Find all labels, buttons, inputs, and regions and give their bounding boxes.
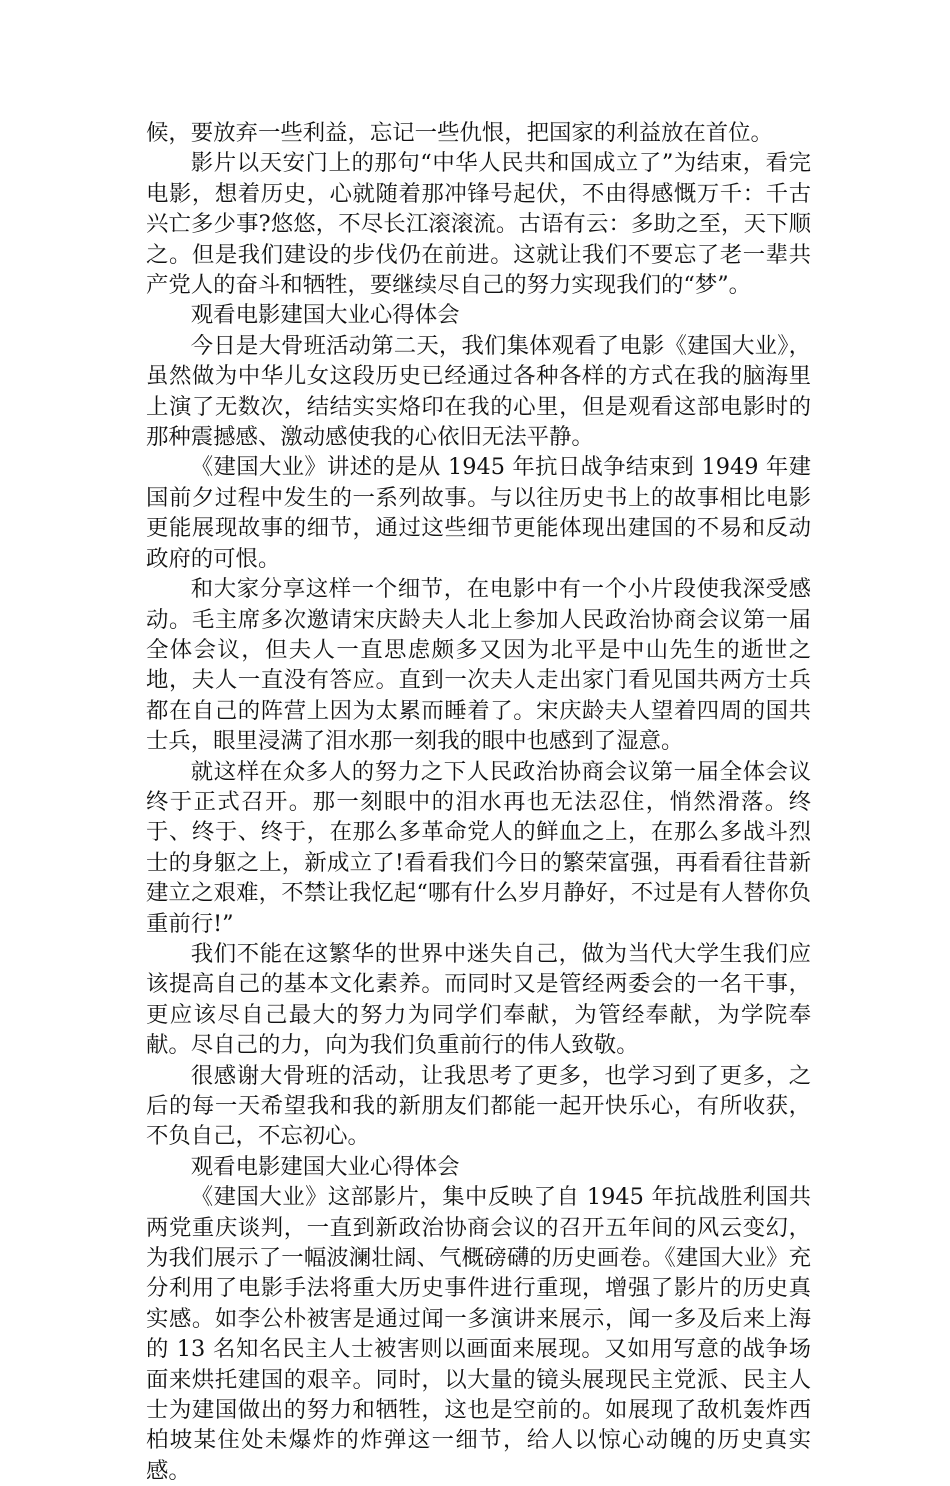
paragraph-students: 我们不能在这繁华的世界中迷失自己，做为当代大学生我们应该提高自己的基本文化素养。而同时又是管经两委会的一名干事，更应该尽自己最大的努力为同学们奉献，为管经奉献，为学院奉献。尽自己的力，向为我们负重前行的伟人致敬。 [146,940,811,1059]
paragraph-film-ending: 影片以天安门上的那句“中华人民共和国成立了”为结束，看完电影，想着历史，心就随着那冲锋号起伏，不由得感慨万千：千古兴亡多少事?悠悠，不尽长江滚滚流。古语有云：多助之至，天下顺之。但是我们建设的步伐仍在前进。这就让我们不要忘了老一辈共产党人的奋斗和牺牲，要继续尽自己的努力实现我们的“梦”。 [146,150,811,299]
document-page [146,118,811,1486]
section-heading: 观看电影建国大业心得体会 [190,302,460,329]
paragraph-activity-day: 今日是大骨班活动第二天，我们集体观看了电影《建国大业》，虽然做为中华儿女这段历史已经通过各种各样的方式在我的脑海里上演了无数次，结结实实烙印在我的心里，但是观看这部电影时的那种震撼感、激动感使我的心依旧无法平静。 [146,332,811,451]
paragraph-story-summary: 《建国大业》讲述的是从 1945 年抗日战争结束到 1949 年建国前夕过程中发生的一系列故事。与以往历史书上的故事相比电影更能展现故事的细节，通过这些细节更能体现出建国的不易和反动政府的可恨。 [146,454,811,572]
paragraph-film-review: 《建国大业》这部影片，集中反映了自 1945 年抗战胜利国共两党重庆谈判，一直到新政治协商会议的召开五年间的风云变幻，为我们展示了一幅波澜壮阔、气概磅礴的历史画卷。《建国大业》充分利用了电影手法将重大历史事件进行重现，增强了影片的历史真实感。如李公朴被害是通过闻一多演讲来展示，闻一多及后来上海的 13 名知名民主人士被害则以画面来展现。又如用写意的战争场面来烘托建国的艰辛。同时，以大量的镜头展现民主党派、民主人士为建国做出的努力和牺牲，这也是空前的。如展现了敌机轰炸西柏坡某住处未爆炸的炸弹这一细节，给人以惊心动魄的历史真实感。 [146,1184,811,1484]
section-heading: 观看电影建国大业心得体会 [190,1153,460,1180]
paragraph-conference: 就这样在众多人的努力之下人民政治协商会议第一届全体会议终于正式召开。那一刻眼中的泪水再也无法忍住，悄然滑落。终于、终于、终于，在那么多革命党人的鲜血之上，在那么多战斗烈士的身躯之上，新成立了!看看我们今日的繁荣富强，再看看往昔新建立之艰难，不禁让我忆起“哪有什么岁月静好，不过是有人替你负重前行!” [146,758,811,937]
paragraph-detail-share: 和大家分享这样一个细节，在电影中有一个小片段使我深受感动。毛主席多次邀请宋庆龄夫人北上参加人民政治协商会议第一届全体会议，但夫人一直思虑颇多又因为北平是中山先生的逝世之地，夫人一直没有答应。直到一次夫人走出家门看见国共两方士兵都在自己的阵营上因为太累而睡着了。宋庆龄夫人望着四周的国共士兵，眼里浸满了泪水那一刻我的眼中也感到了湿意。 [146,576,811,755]
paragraph-thanks: 很感谢大骨班的活动，让我思考了更多，也学习到了更多，之后的每一天希望我和我的新朋友们都能一起开快乐心，有所收获，不负自己，不忘初心。 [146,1062,811,1150]
paragraph-continuation: 候，要放弃一些利益，忘记一些仇恨，把国家的利益放在首位。 [146,120,773,146]
